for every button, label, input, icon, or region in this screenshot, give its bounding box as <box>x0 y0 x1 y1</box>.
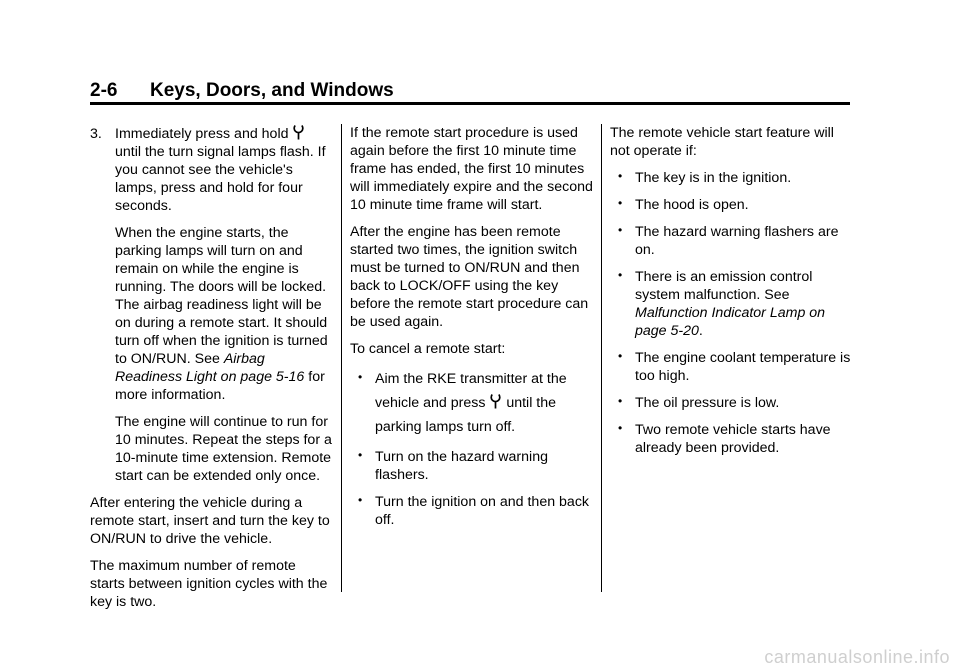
bullet-icon: • <box>618 223 623 237</box>
cross-reference-link[interactable]: Malfunction Indicator Lamp on page 5-20 <box>635 305 826 339</box>
paragraph: If the remote start procedure is used again before the first 10 minute time frame has ended, the first 10 minutes will immediately expire and the second 10 minute time frame will start. <box>350 125 593 213</box>
bullet-icon: • <box>618 421 623 435</box>
column-divider-2 <box>601 124 602 592</box>
bullet-icon: • <box>618 169 623 183</box>
list-item: • The engine coolant temperature is too high. <box>618 349 851 384</box>
list-item: • The hazard warning flashers are on. <box>618 223 839 258</box>
column-divider-1 <box>341 124 342 592</box>
section-title: Keys, Doors, and Windows <box>150 80 394 101</box>
bullet-icon: • <box>358 493 363 507</box>
step-text-a: Immediately press and hold <box>115 126 289 142</box>
bullet-icon: • <box>618 394 623 408</box>
column-1 <box>90 124 332 620</box>
header-rule <box>90 102 850 105</box>
list-item: • There is an emission control system malfunction. See Malfunction Indicator Lamp on page 5-20. <box>618 268 826 339</box>
bullet-icon: • <box>358 448 363 462</box>
list-item: • Turn the ignition on and then back off. <box>358 493 590 528</box>
list-item: • The oil pressure is low. <box>618 394 780 411</box>
step-3 <box>90 124 332 215</box>
paragraph: After the engine has been remote started two times, the ignition switch must be turned to ON/RUN and then back to LOCK/OFF using the key before the remote start procedure can be used again. <box>350 224 589 330</box>
list-item: • The hood is open. <box>618 196 749 213</box>
paragraph: When the engine starts, the parking lamps will turn on and remain on while the engine is running. The doors will be locked. The airbag readiness light will be on during a remote start. It should turn off when the ignition is turned to ON/RUN. See Airbag Readiness Light on page 5-16 for more information. <box>115 225 328 403</box>
list-item: • The key is in the ignition. <box>618 169 792 186</box>
column-2 <box>350 124 595 538</box>
list-item: • Turn on the hazard warning flashers. <box>358 448 548 483</box>
paragraph: The engine will continue to run for 10 minutes. Repeat the steps for a 10-minute time extension. Remote start can be extended only once. <box>115 414 332 484</box>
remote-start-icon <box>292 124 305 140</box>
bullet-icon: • <box>358 370 363 384</box>
cross-reference-link[interactable]: Airbag Readiness Light on page 5-16 <box>115 351 305 385</box>
list-item: • Aim the RKE transmitter at the vehicle and press until the parking lamps turn off. <box>350 367 595 439</box>
remote-start-icon <box>489 393 502 409</box>
page-header <box>90 80 394 102</box>
paragraph: The maximum number of remote starts between ignition cycles with the key is two. <box>90 558 328 610</box>
step-number: 3. <box>90 126 102 142</box>
page-number: 2-6 <box>90 80 118 101</box>
paragraph: The remote vehicle start feature will not operate if: <box>610 125 834 159</box>
paragraph: After entering the vehicle during a remote start, insert and turn the key to ON/RUN to drive the vehicle. <box>90 495 330 547</box>
bullet-icon: • <box>618 268 623 282</box>
list-item: • Two remote vehicle starts have already been provided. <box>618 421 831 456</box>
bullet-icon: • <box>618 196 623 210</box>
column-3 <box>610 124 855 466</box>
step-text-b: until the turn signal lamps flash. If you cannot see the vehicle's lamps, press and hold for four seconds. <box>115 144 326 214</box>
bullet-icon: • <box>618 349 623 363</box>
paragraph: To cancel a remote start: <box>350 341 506 357</box>
watermark: carmanualsonline.info <box>764 647 950 667</box>
